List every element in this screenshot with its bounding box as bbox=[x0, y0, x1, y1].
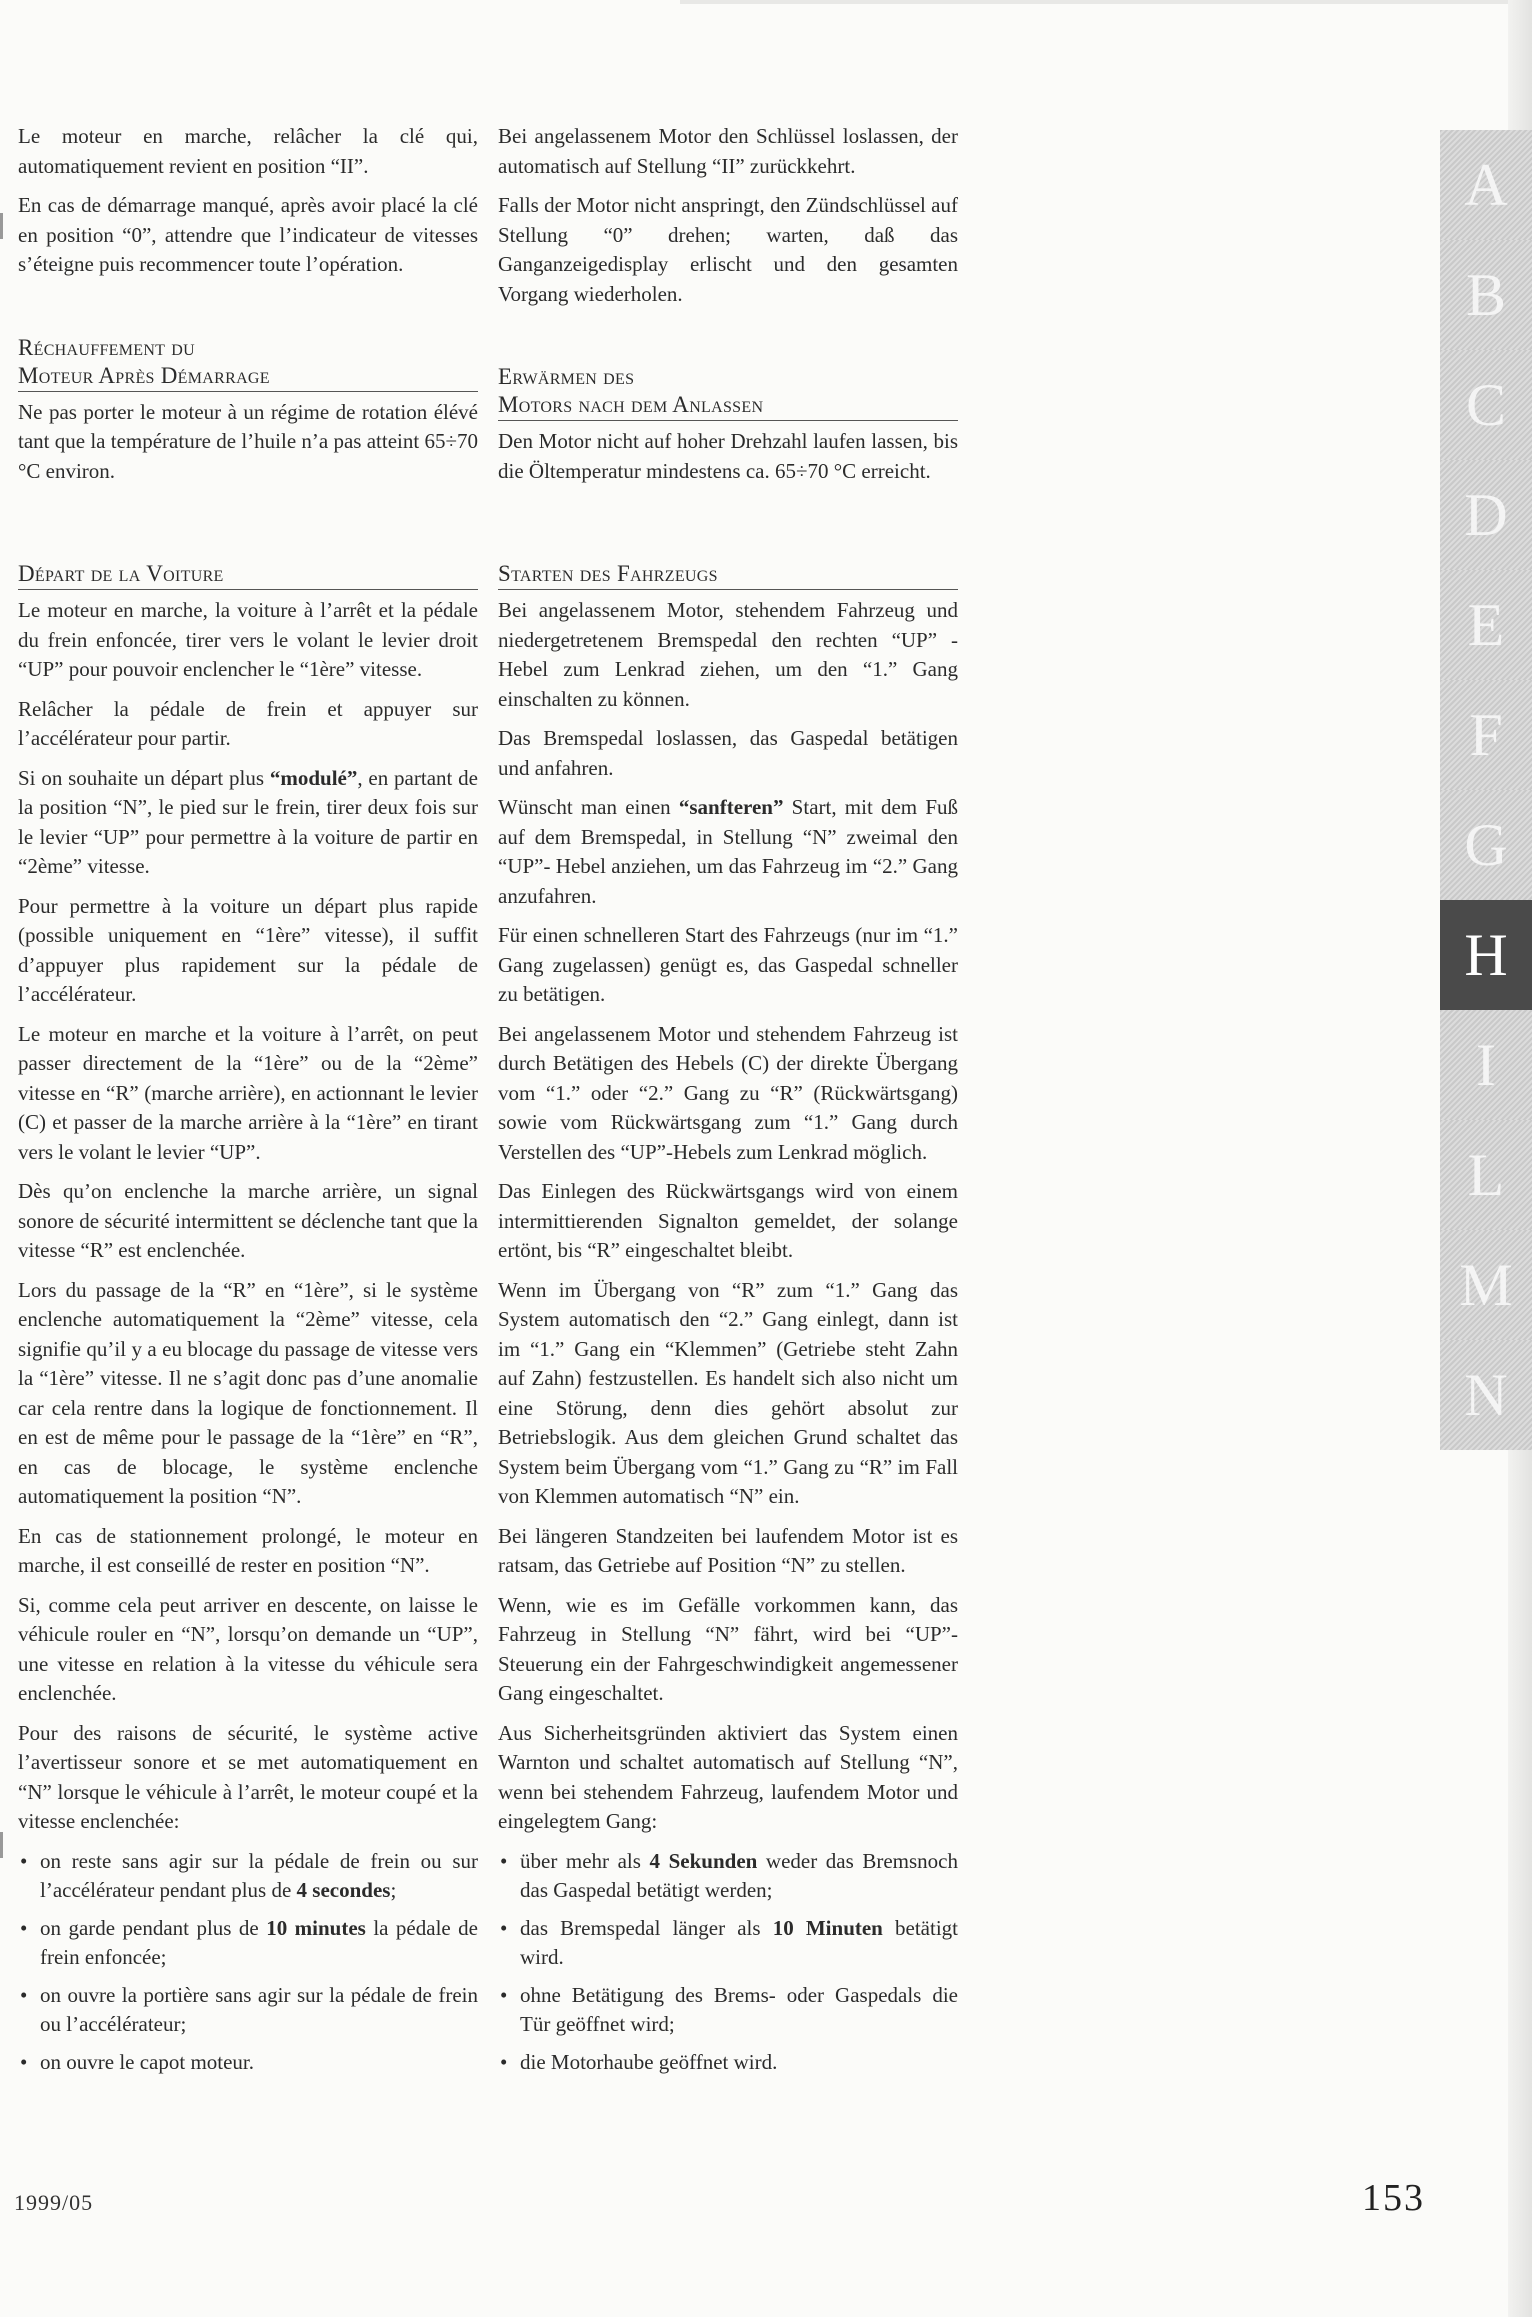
de-paragraph-10: Aus Sicherheitsgründen aktiviert das System einen Warnton und schaltet automatisch auf Stellung “N”, wenn bei stehendem Fahrzeug, laufendem Motor und eingelegtem Gang: bbox=[498, 1720, 958, 1833]
tab-c[interactable]: C bbox=[1440, 350, 1532, 460]
tab-g[interactable]: G bbox=[1440, 790, 1532, 900]
de-warmup-heading-line2: Motors nach dem Anlassen bbox=[498, 392, 764, 417]
tab-h[interactable]: H bbox=[1440, 900, 1532, 1010]
de-start-heading-text: Starten des Fahrzeugs bbox=[498, 561, 718, 586]
tab-m[interactable]: M bbox=[1440, 1230, 1532, 1340]
page-number: 153 bbox=[1362, 2177, 1425, 2219]
de-intro-2: Falls der Motor nicht anspringt, den Zündschlüssel auf Stellung “0” drehen; warten, daß das Ganganzeigedisplay erlischt und den gesamten Vorgang wiederholen. bbox=[498, 193, 958, 306]
fr-paragraph-7: Lors du passage de la “R” en “1ère”, si le système enclenche automatiquement la “2ème” vitesse, cela signifie qu’il y a eu blocage du passage de vitesse vers la “1ère” vitesse. Il ne s’agit donc pas d’une anomalie car cela rentre dans la logique de fonctionnement. Il en est de même pour le passage de la “1ère” en “R”, en cas de blocage, le système enclenche automatiquement la position “N”. bbox=[18, 1277, 478, 1508]
de-conditions-list bbox=[498, 1847, 958, 2078]
section-index-tabs bbox=[1440, 130, 1532, 1450]
fr-warmup-text: Ne pas porter le moteur à un régime de rotation élévé tant que la température de l’huile n’a pas atteint 65÷70 °C environ. bbox=[18, 399, 478, 483]
fr-warmup-heading-line2: Moteur Après Démarrage bbox=[18, 362, 270, 388]
fr-paragraph-10: Pour des raisons de sécurité, le système active l’avertisseur sonore et se met automatiquement en “N” lorsque le véhicule à l’arrêt, le moteur coupé et la vitesse enclenchée: bbox=[18, 1720, 478, 1833]
de-start-heading bbox=[498, 560, 958, 590]
de-paragraph-8: Bei längeren Standzeiten bei laufendem Motor ist es ratsam, das Getriebe auf Position “N” zu stellen. bbox=[498, 1523, 958, 1577]
fr-intro-2: En cas de démarrage manqué, après avoir placé la clé en position “0”, attendre que l’indicateur de vitesses s’éteigne puis recommencer toute l’opération. bbox=[18, 193, 478, 276]
tab-f[interactable]: F bbox=[1440, 680, 1532, 790]
fr-warmup-heading bbox=[18, 334, 478, 392]
fr-paragraph-3: Si on souhaite un départ plus “modulé”, en partant de la position “N”, le pied sur le frein, tirer deux fois sur le levier “UP” pour permettre à la voiture de partir en “2ème” vitesse. bbox=[18, 765, 478, 878]
tab-l[interactable]: L bbox=[1440, 1120, 1532, 1230]
list-item: • on garde pendant plus de 10 minutes la pédale de frein enfoncée; bbox=[18, 1914, 478, 1973]
de-warmup-text: Den Motor nicht auf hoher Drehzahl laufen lassen, bis die Öltemperatur mindestens ca. 65÷70 °C erreicht. bbox=[498, 429, 958, 483]
de-paragraph-5: Bei angelassenem Motor und stehendem Fahrzeug ist durch Betätigen des Hebels (C) der direkte Übergang vom “1.” oder “2.” Gang zu “R” (Rückwärtsgang) sowie vom Rückwärtsgang zum “1.” Gang durch Verstellen des “UP”-Hebels zum Lenkrad möglich. bbox=[498, 1021, 958, 1164]
tab-e[interactable]: E bbox=[1440, 570, 1532, 680]
tab-i[interactable]: I bbox=[1440, 1010, 1532, 1120]
margin-mark bbox=[0, 1832, 3, 1858]
top-edge-shadow bbox=[680, 0, 1532, 4]
list-item: • über mehr als 4 Sekunden weder das Bremsnoch das Gaspedal betätigt werden; bbox=[498, 1847, 958, 1906]
de-paragraph-6: Das Einlegen des Rückwärtsgangs wird von einem intermittierenden Signalton gemeldet, der solange ertönt, bis “R” eingeschaltet bleibt. bbox=[498, 1179, 958, 1262]
de-paragraph-2: Das Bremspedal loslassen, das Gaspedal betätigen und anfahren. bbox=[498, 726, 958, 780]
de-paragraph-3: Wünscht man einen “sanfteren” Start, mit dem Fuß auf dem Bremspedal, in Stellung “N” zweimal den “UP”- Hebel anziehen, um das Fahrzeug im “2.” Gang anzufahren. bbox=[498, 795, 959, 908]
tab-n[interactable]: N bbox=[1440, 1340, 1532, 1450]
fr-paragraph-8: En cas de stationnement prolongé, le moteur en marche, il est conseillé de rester en position “N”. bbox=[18, 1523, 478, 1577]
de-paragraph-9: Wenn, wie es im Gefälle vorkommen kann, das Fahrzeug in Stellung “N” fährt, wird bei “UP”-Steuerung ein der Fahrgeschwindigkeit angemessener Gang eingeschaltet. bbox=[498, 1592, 958, 1705]
fr-paragraph-6: Dès qu’on enclenche la marche arrière, un signal sonore de sécurité intermittent se déclenche tant que la vitesse “R” est enclenchée. bbox=[18, 1179, 478, 1262]
de-intro-1: Bei angelassenem Motor den Schlüssel loslassen, der automatisch auf Stellung “II” zurückkehrt. bbox=[498, 124, 958, 178]
de-paragraph-7: Wenn im Übergang von “R” zum “1.” Gang das System automatisch den “2.” Gang einlegt, dann ist im “1.” Gang ein “Klemmen” (Getriebe steht Zahn auf Zahn) festzustellen. Es handelt sich also nicht um eine Störung, denn dies gehört absolut zur Betriebslogik. Aus dem gleichen Grund schaltet das System beim Übergang vom “1.” Gang zu “R” im Fall von Klemmen automatisch “N” ein. bbox=[498, 1277, 958, 1508]
fr-paragraph-9: Si, comme cela peut arriver en descente, on laisse le véhicule rouler en “N”, lorsqu’on demande un “UP”, une vitesse en relation à la vitesse du véhicule sera enclenchée. bbox=[18, 1592, 478, 1705]
french-column bbox=[18, 122, 478, 2085]
list-item: • on reste sans agir sur la pédale de frein ou sur l’accélérateur pendant plus de 4 secondes; bbox=[18, 1847, 478, 1906]
list-item: • ohne Betätigung des Brems- oder Gaspedals die Tür geöffnet wird; bbox=[498, 1981, 958, 2040]
fr-start-heading-text: Départ de la Voiture bbox=[18, 561, 224, 586]
de-warmup-heading bbox=[498, 363, 958, 421]
margin-mark bbox=[0, 213, 3, 239]
list-item: • die Motorhaube geöffnet wird. bbox=[498, 2048, 958, 2078]
fr-paragraph-1: Le moteur en marche, la voiture à l’arrêt et la pédale du frein enfoncée, tirer vers le volant le levier droit “UP” pour pouvoir enclencher le “1ère” vitesse. bbox=[18, 598, 478, 681]
fr-start-heading bbox=[18, 560, 478, 590]
fr-paragraph-5: Le moteur en marche et la voiture à l’arrêt, on peut passer directement de la “1ère” ou de la “2ème” vitesse en “R” (marche arrière), en actionnant le levier (C) et passer de la marche arrière à la “1ère” en tirant vers le volant le levier “UP”. bbox=[18, 1021, 478, 1164]
list-item: • on ouvre la portière sans agir sur la pédale de frein ou l’accélérateur; bbox=[18, 1981, 478, 2040]
de-paragraph-4: Für einen schnelleren Start des Fahrzeugs (nur im “1.” Gang zugelassen) genügt es, das Gaspedal schneller zu betätigen. bbox=[498, 923, 958, 1006]
tab-d[interactable]: D bbox=[1440, 460, 1532, 570]
fr-intro-1: Le moteur en marche, relâcher la clé qui, automatiquement revient en position “II”. bbox=[18, 124, 478, 178]
de-paragraph-1: Bei angelassenem Motor, stehendem Fahrzeug und niedergetretenem Bremspedal den rechten “UP” - Hebel zum Lenkrad ziehen, um den “1.” Gang einschalten zu können. bbox=[498, 598, 958, 711]
tab-b[interactable]: B bbox=[1440, 240, 1532, 350]
fr-conditions-list bbox=[18, 1847, 478, 2078]
de-warmup-heading-line1: Erwärmen des bbox=[498, 364, 635, 389]
fr-paragraph-2: Relâcher la pédale de frein et appuyer sur l’accélérateur pour partir. bbox=[18, 696, 478, 750]
fr-warmup-heading-line1: Réchauffement du bbox=[18, 334, 196, 360]
edition-date: 1999/05 bbox=[14, 2190, 94, 2215]
list-item: • das Bremspedal länger als 10 Minuten betätigt wird. bbox=[498, 1914, 958, 1973]
german-column bbox=[498, 122, 958, 2085]
fr-paragraph-4: Pour permettre à la voiture un départ plus rapide (possible uniquement en “1ère” vitesse), il suffit d’appuyer plus rapidement sur la pédale de l’accélérateur. bbox=[18, 893, 478, 1006]
tab-a[interactable]: A bbox=[1440, 130, 1532, 240]
list-item: • on ouvre le capot moteur. bbox=[18, 2048, 478, 2078]
